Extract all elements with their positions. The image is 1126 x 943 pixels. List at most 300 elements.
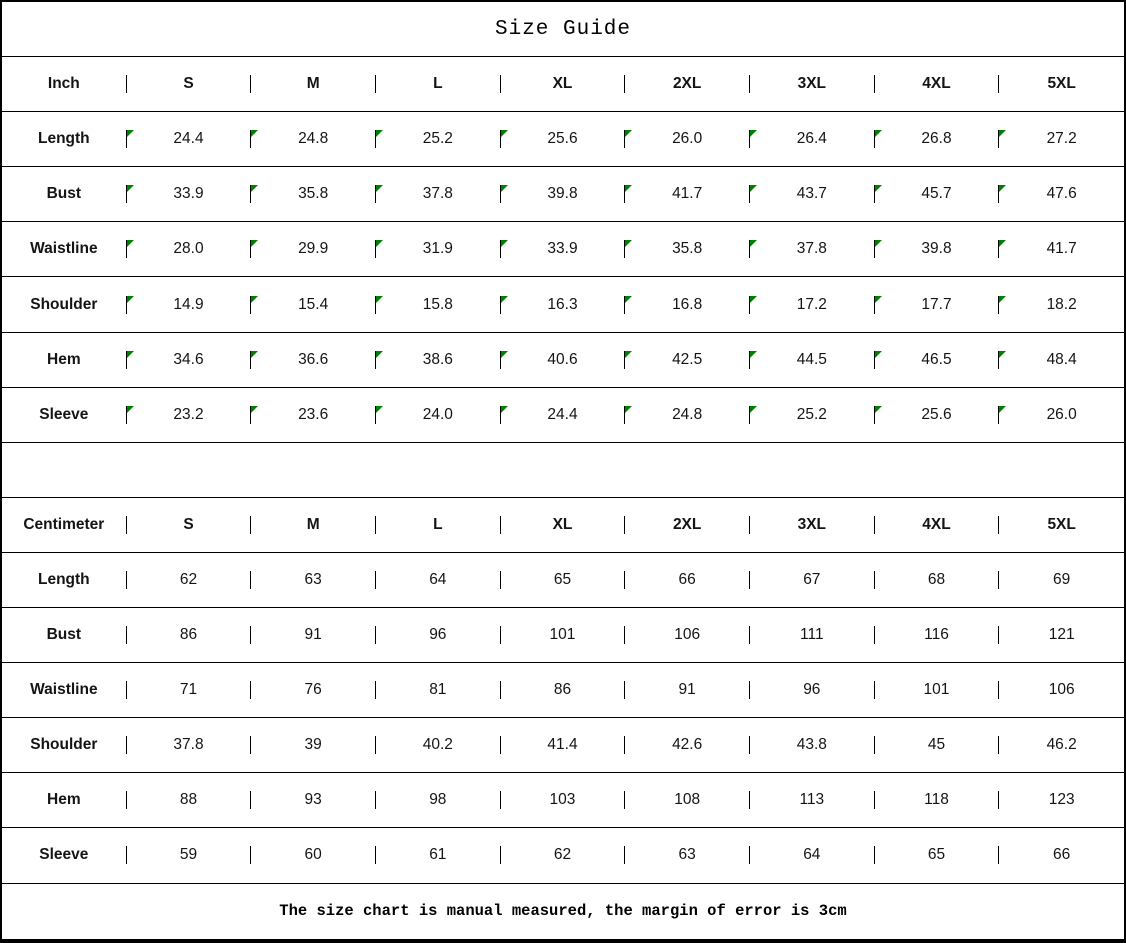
value-cell <box>999 185 1124 203</box>
value-cell <box>875 240 1000 258</box>
cell-text: 98 <box>429 791 447 809</box>
size-cell <box>376 75 501 93</box>
cell-text: 37.8 <box>796 240 827 258</box>
cell-text: 36.6 <box>298 350 329 368</box>
cell-text: 24.0 <box>422 405 453 423</box>
row-label-cell <box>2 846 127 864</box>
cell-text: 88 <box>179 791 198 809</box>
cell-text: Length <box>38 570 90 588</box>
cell-text: 42.6 <box>672 736 703 754</box>
cell-flag-triangle-icon <box>999 185 1006 192</box>
row-label-cell <box>2 681 127 699</box>
cell-flag-triangle-icon <box>127 130 134 137</box>
value-cell <box>376 791 501 809</box>
cell-text: 35.8 <box>298 185 329 203</box>
cell-text: XL <box>552 515 573 533</box>
cell-flag-triangle-icon <box>127 406 134 413</box>
measurement-row <box>2 608 1124 663</box>
cell-text: M <box>306 75 320 93</box>
title-row <box>2 2 1124 57</box>
row-label-cell <box>2 791 127 809</box>
value-cell <box>376 130 501 148</box>
cell-flag-triangle-icon <box>999 296 1006 303</box>
cell-text: 40.6 <box>547 350 578 368</box>
centimeter-table <box>2 498 1124 884</box>
cell-text: 69 <box>1053 570 1071 588</box>
value-cell <box>750 626 875 644</box>
cell-text: 63 <box>304 570 322 588</box>
cell-text: 14.9 <box>173 295 204 313</box>
row-label-cell <box>2 736 127 754</box>
cell-text: 37.8 <box>422 185 453 203</box>
cell-text: 16.8 <box>672 295 703 313</box>
value-cell <box>750 681 875 699</box>
cell-flag-triangle-icon <box>501 406 508 413</box>
cell-text: 18.2 <box>1046 295 1077 313</box>
value-cell <box>750 296 875 314</box>
cell-text: 96 <box>429 626 447 644</box>
cell-text: 64 <box>803 846 821 864</box>
cell-text: 43.8 <box>796 736 827 754</box>
cell-text: 44.5 <box>796 350 827 368</box>
cell-text: 93 <box>304 791 322 809</box>
cell-text: 91 <box>304 626 322 644</box>
cell-text: 64 <box>429 570 447 588</box>
value-cell <box>875 626 1000 644</box>
cell-flag-triangle-icon <box>875 240 882 247</box>
cell-text: 23.6 <box>298 405 329 423</box>
value-cell <box>501 296 626 314</box>
value-cell <box>750 351 875 369</box>
cell-flag-triangle-icon <box>501 351 508 358</box>
row-label-cell <box>2 571 127 589</box>
value-cell <box>127 240 252 258</box>
cell-text: 101 <box>923 681 950 699</box>
value-cell <box>750 240 875 258</box>
cell-text: 28.0 <box>173 240 204 258</box>
cell-flag-triangle-icon <box>501 240 508 247</box>
value-cell <box>999 736 1124 754</box>
size-cell <box>625 516 750 534</box>
footer-row <box>2 884 1124 940</box>
cell-text: 40.2 <box>422 736 453 754</box>
value-cell <box>875 681 1000 699</box>
measurement-row <box>2 167 1124 222</box>
size-cell <box>376 516 501 534</box>
row-label-cell <box>2 185 127 203</box>
value-cell <box>750 571 875 589</box>
cell-text: 66 <box>678 570 696 588</box>
value-cell <box>625 351 750 369</box>
footer-note: The size chart is manual measured, the margin of error is 3cm <box>279 902 847 921</box>
cell-text: 2XL <box>672 515 702 533</box>
cell-text: Hem <box>47 350 81 368</box>
cell-text: 81 <box>429 681 447 699</box>
cell-flag-triangle-icon <box>251 130 258 137</box>
cell-text: 4XL <box>922 75 951 93</box>
cell-text: 45 <box>927 736 946 754</box>
cell-flag-triangle-icon <box>376 296 383 303</box>
cell-text: 91 <box>678 681 696 699</box>
value-cell <box>625 130 750 148</box>
size-cell <box>625 75 750 93</box>
size-cell <box>501 75 626 93</box>
cell-text: 106 <box>674 626 701 644</box>
size-cell <box>999 516 1124 534</box>
size-cell <box>750 516 875 534</box>
value-cell <box>625 185 750 203</box>
cell-flag-triangle-icon <box>501 296 508 303</box>
value-cell <box>875 736 1000 754</box>
value-cell <box>127 406 252 424</box>
cell-text: 118 <box>924 791 949 809</box>
value-cell <box>127 736 252 754</box>
value-cell <box>625 791 750 809</box>
size-cell <box>251 75 376 93</box>
cell-text: 41.7 <box>672 185 703 203</box>
cell-text: 76 <box>304 681 322 699</box>
cell-flag-triangle-icon <box>750 296 757 303</box>
value-cell <box>127 351 252 369</box>
value-cell <box>875 571 1000 589</box>
value-cell <box>501 626 626 644</box>
cell-text: Centimeter <box>23 515 105 533</box>
cell-text: Sleeve <box>39 405 89 423</box>
value-cell <box>376 351 501 369</box>
cell-text: Inch <box>47 75 80 93</box>
cell-text: Waistline <box>30 240 98 258</box>
value-cell <box>501 130 626 148</box>
cell-flag-triangle-icon <box>625 351 632 358</box>
cell-flag-triangle-icon <box>750 185 757 192</box>
cell-flag-triangle-icon <box>999 406 1006 413</box>
value-cell <box>750 130 875 148</box>
cell-flag-triangle-icon <box>376 406 383 413</box>
value-cell <box>251 626 376 644</box>
cell-flag-triangle-icon <box>127 296 134 303</box>
measurement-row <box>2 773 1124 828</box>
cell-flag-triangle-icon <box>625 296 632 303</box>
cell-flag-triangle-icon <box>875 185 882 192</box>
value-cell <box>251 681 376 699</box>
cell-flag-triangle-icon <box>251 185 258 192</box>
value-cell <box>127 791 252 809</box>
value-cell <box>999 626 1124 644</box>
cell-text: 60 <box>304 846 322 864</box>
cell-text: Length <box>38 130 90 148</box>
cell-flag-triangle-icon <box>875 406 882 413</box>
cell-text: 17.2 <box>796 295 827 313</box>
cell-text: 37.8 <box>173 736 204 754</box>
row-label-cell <box>2 626 127 644</box>
value-cell <box>251 185 376 203</box>
cell-text: 29.9 <box>298 240 329 258</box>
size-cell <box>501 516 626 534</box>
measurement-row <box>2 333 1124 388</box>
cell-text: 15.8 <box>422 295 453 313</box>
measurement-row <box>2 112 1124 167</box>
measurement-row <box>2 718 1124 773</box>
value-cell <box>875 185 1000 203</box>
cell-text: 45.7 <box>921 185 952 203</box>
size-header-row <box>2 498 1124 553</box>
cell-text: 24.4 <box>173 130 204 148</box>
value-cell <box>127 296 252 314</box>
value-cell <box>376 406 501 424</box>
cell-text: 96 <box>803 681 821 699</box>
value-cell <box>501 736 626 754</box>
cell-text: Bust <box>46 185 82 203</box>
cell-text: 116 <box>924 626 949 644</box>
cell-text: 108 <box>674 791 701 809</box>
cell-flag-triangle-icon <box>376 240 383 247</box>
cell-flag-triangle-icon <box>625 185 632 192</box>
value-cell <box>999 351 1124 369</box>
row-label-cell <box>2 296 127 314</box>
cell-flag-triangle-icon <box>750 406 757 413</box>
value-cell <box>999 240 1124 258</box>
cell-flag-triangle-icon <box>875 296 882 303</box>
value-cell <box>750 791 875 809</box>
cell-text: 123 <box>1048 791 1075 809</box>
value-cell <box>999 791 1124 809</box>
value-cell <box>501 571 626 589</box>
value-cell <box>127 185 252 203</box>
cell-text: Bust <box>46 626 82 644</box>
cell-text: 26.0 <box>1046 405 1077 423</box>
value-cell <box>376 681 501 699</box>
cell-text: 35.8 <box>672 240 703 258</box>
cell-flag-triangle-icon <box>127 240 134 247</box>
row-label-cell <box>2 240 127 258</box>
cell-text: Sleeve <box>39 846 89 864</box>
value-cell <box>625 681 750 699</box>
value-cell <box>625 846 750 864</box>
cell-text: L <box>433 515 443 533</box>
cell-text: 3XL <box>797 75 827 93</box>
cell-flag-triangle-icon <box>127 351 134 358</box>
cell-text: M <box>306 515 320 533</box>
cell-flag-triangle-icon <box>127 185 134 192</box>
cell-text: 39.8 <box>921 240 952 258</box>
cell-flag-triangle-icon <box>750 240 757 247</box>
cell-flag-triangle-icon <box>625 130 632 137</box>
value-cell <box>127 846 252 864</box>
cell-text: 41.4 <box>547 736 578 754</box>
value-cell <box>376 571 501 589</box>
value-cell <box>625 736 750 754</box>
value-cell <box>501 681 626 699</box>
cell-flag-triangle-icon <box>251 296 258 303</box>
value-cell <box>127 681 252 699</box>
value-cell <box>999 130 1124 148</box>
value-cell <box>625 571 750 589</box>
cell-text: 86 <box>553 681 572 699</box>
cell-text: 42.5 <box>672 350 703 368</box>
value-cell <box>750 185 875 203</box>
cell-text: 66 <box>1053 846 1071 864</box>
cell-text: Waistline <box>30 681 98 699</box>
value-cell <box>251 130 376 148</box>
cell-text: 47.6 <box>1046 185 1077 203</box>
cell-text: 68 <box>927 570 946 588</box>
cell-flag-triangle-icon <box>251 406 258 413</box>
value-cell <box>999 846 1124 864</box>
value-cell <box>625 296 750 314</box>
cell-flag-triangle-icon <box>376 185 383 192</box>
cell-text: 41.7 <box>1046 240 1077 258</box>
value-cell <box>875 296 1000 314</box>
cell-flag-triangle-icon <box>501 185 508 192</box>
cell-flag-triangle-icon <box>251 240 258 247</box>
measurement-row <box>2 663 1124 718</box>
inch-table <box>2 57 1124 443</box>
value-cell <box>376 626 501 644</box>
value-cell <box>251 240 376 258</box>
row-label-cell <box>2 406 127 424</box>
cell-text: 25.6 <box>547 130 578 148</box>
cell-text: 43.7 <box>796 185 827 203</box>
cell-text: 71 <box>179 681 198 699</box>
value-cell <box>127 130 252 148</box>
value-cell <box>501 351 626 369</box>
cell-flag-triangle-icon <box>625 406 632 413</box>
cell-text: 106 <box>1048 681 1075 699</box>
cell-text: 62 <box>553 846 572 864</box>
value-cell <box>501 846 626 864</box>
cell-text: 59 <box>179 846 198 864</box>
value-cell <box>625 626 750 644</box>
cell-text: 24.4 <box>547 405 578 423</box>
cell-flag-triangle-icon <box>251 351 258 358</box>
cell-text: XL <box>552 75 573 93</box>
cell-flag-triangle-icon <box>750 351 757 358</box>
cell-text: 34.6 <box>173 350 204 368</box>
cell-text: 39.8 <box>547 185 578 203</box>
cell-text: 65 <box>927 846 946 864</box>
value-cell <box>376 240 501 258</box>
cell-text: 121 <box>1048 626 1075 644</box>
cell-text: Shoulder <box>30 295 98 313</box>
value-cell <box>999 571 1124 589</box>
cell-text: 103 <box>549 791 576 809</box>
cell-text: 16.3 <box>547 295 578 313</box>
value-cell <box>999 681 1124 699</box>
cell-text: 4XL <box>922 515 951 533</box>
cell-text: 63 <box>678 846 696 864</box>
cell-text: S <box>183 515 194 533</box>
cell-text: 46.5 <box>921 350 952 368</box>
value-cell <box>127 571 252 589</box>
cell-text: 86 <box>179 626 198 644</box>
measurement-row <box>2 828 1124 883</box>
cell-text: 26.0 <box>672 130 703 148</box>
value-cell <box>750 736 875 754</box>
cell-flag-triangle-icon <box>376 130 383 137</box>
measurement-row <box>2 388 1124 443</box>
cell-flag-triangle-icon <box>999 240 1006 247</box>
cell-flag-triangle-icon <box>750 130 757 137</box>
value-cell <box>251 846 376 864</box>
cell-text: 62 <box>179 570 198 588</box>
cell-flag-triangle-icon <box>501 130 508 137</box>
cell-flag-triangle-icon <box>625 240 632 247</box>
value-cell <box>376 185 501 203</box>
value-cell <box>251 571 376 589</box>
value-cell <box>251 296 376 314</box>
cell-text: 31.9 <box>422 240 453 258</box>
size-cell <box>875 75 1000 93</box>
cell-text: 67 <box>803 570 821 588</box>
value-cell <box>875 791 1000 809</box>
measurement-row <box>2 553 1124 608</box>
value-cell <box>625 240 750 258</box>
measurement-row <box>2 222 1124 277</box>
cell-text: 2XL <box>672 75 702 93</box>
size-cell <box>127 516 252 534</box>
cell-text: 33.9 <box>173 185 204 203</box>
unit-cell <box>2 516 127 534</box>
cell-text: 3XL <box>797 515 827 533</box>
cell-flag-triangle-icon <box>875 130 882 137</box>
spacer-row <box>2 443 1124 498</box>
size-cell <box>750 75 875 93</box>
cell-text: 5XL <box>1047 75 1076 93</box>
cell-flag-triangle-icon <box>999 130 1006 137</box>
value-cell <box>750 406 875 424</box>
value-cell <box>875 846 1000 864</box>
cell-text: 25.2 <box>422 130 453 148</box>
cell-text: 24.8 <box>672 405 703 423</box>
value-cell <box>750 846 875 864</box>
cell-text: S <box>183 75 194 93</box>
cell-text: L <box>433 75 443 93</box>
cell-text: 61 <box>429 846 447 864</box>
cell-text: 39 <box>304 736 322 754</box>
value-cell <box>875 351 1000 369</box>
value-cell <box>875 406 1000 424</box>
cell-text: Shoulder <box>30 736 98 754</box>
cell-text: 38.6 <box>422 350 453 368</box>
value-cell <box>625 406 750 424</box>
cell-text: 65 <box>553 570 572 588</box>
size-header-row <box>2 57 1124 112</box>
value-cell <box>501 406 626 424</box>
cell-text: 17.7 <box>921 295 952 313</box>
cell-text: 26.4 <box>796 130 827 148</box>
cell-text: 46.2 <box>1046 736 1077 754</box>
value-cell <box>251 406 376 424</box>
cell-text: Hem <box>47 791 81 809</box>
value-cell <box>875 130 1000 148</box>
cell-text: 15.4 <box>298 295 329 313</box>
value-cell <box>376 846 501 864</box>
value-cell <box>376 296 501 314</box>
cell-text: 25.2 <box>796 405 827 423</box>
size-cell <box>251 516 376 534</box>
row-label-cell <box>2 351 127 369</box>
value-cell <box>501 791 626 809</box>
size-cell <box>999 75 1124 93</box>
value-cell <box>251 351 376 369</box>
cell-text: 5XL <box>1047 515 1076 533</box>
value-cell <box>376 736 501 754</box>
value-cell <box>501 185 626 203</box>
value-cell <box>127 626 252 644</box>
cell-text: 23.2 <box>173 405 204 423</box>
cell-text: 48.4 <box>1046 350 1077 368</box>
value-cell <box>999 296 1124 314</box>
